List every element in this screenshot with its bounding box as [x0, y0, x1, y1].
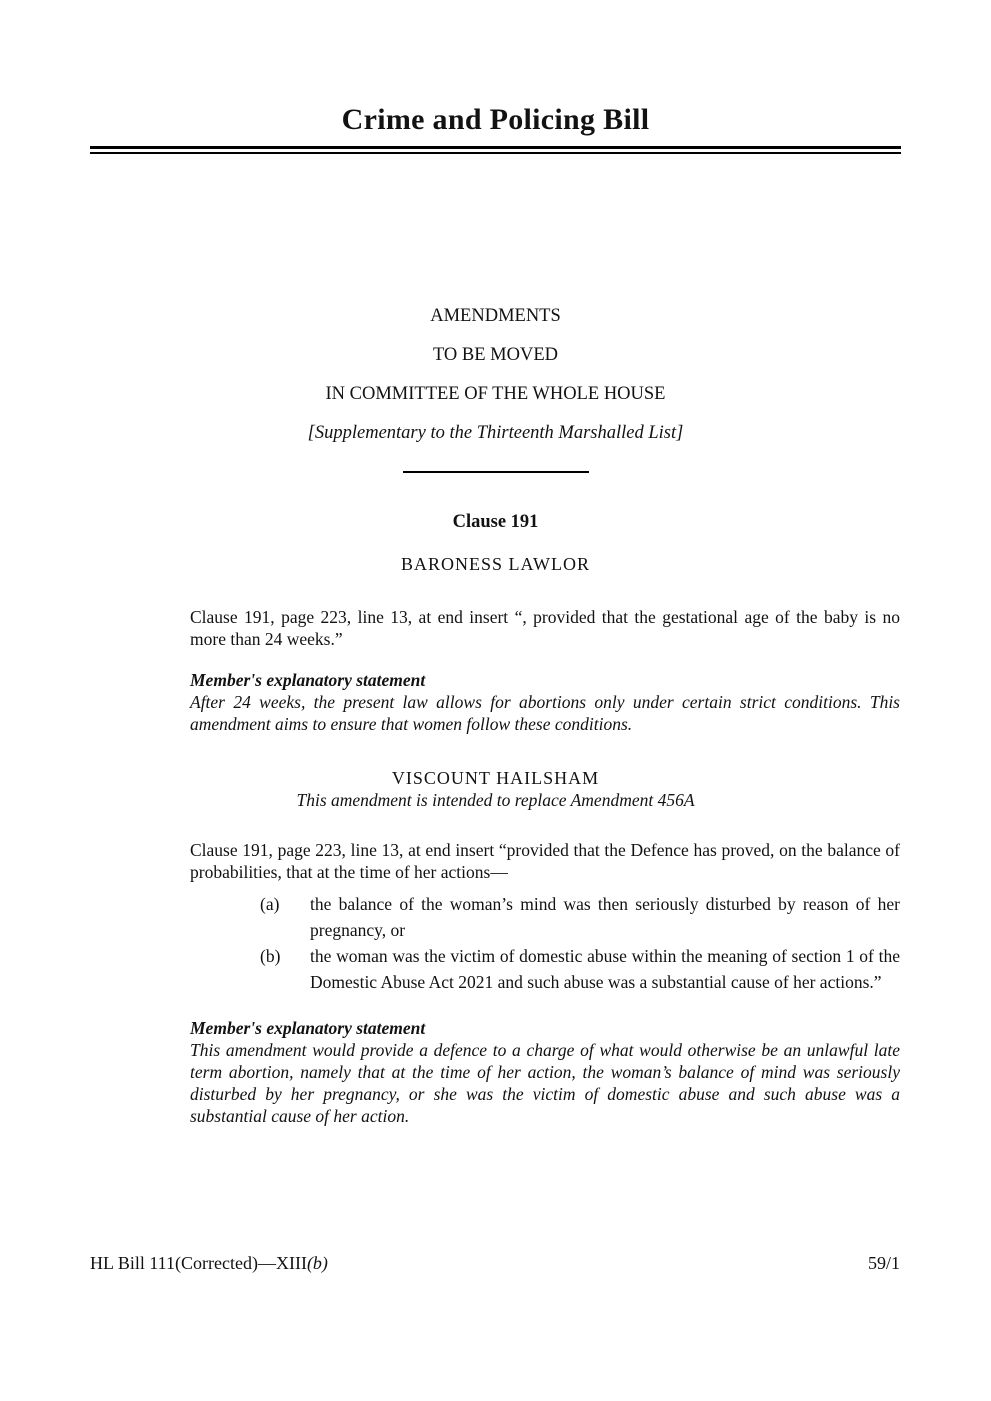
amendment-2-explanatory-text: This amendment would provide a defence to a charge of what would otherwise be an unlawful late term abortion, namely that at the time of her action, the woman’s balance of mind was seriously disturbed by her pregnancy, or she was the victim of domestic abuse and such abuse was a substantial cause of her action.: [190, 1040, 900, 1126]
amendment-1-text: Clause 191, page 223, line 13, at end insert “, provided that the gestational age of the baby is no more than 24 weeks.”: [190, 607, 900, 649]
amendment-2-subparagraphs: [0, 891, 991, 995]
footer-amendment-number: 59/1: [867, 1253, 900, 1273]
document-headings: [0, 306, 991, 444]
amendment-2-text: Clause 191, page 223, line 13, at end insert “provided that the Defence has proved, on the balance of probabilities, that at the time of her actions—: [190, 840, 900, 882]
subparagraph-a-marker: (a): [260, 894, 280, 914]
amendment-2-mover: VISCOUNT HAILSHAM: [391, 768, 600, 788]
section-divider-rule: [403, 471, 589, 473]
subparagraph-b-text: the woman was the victim of domestic abuse within the meaning of section 1 of the Domestic Abuse Act 2021 and such abuse was a substantial cause of her actions.”: [310, 946, 900, 992]
footer-bill-reference: [90, 1253, 328, 1274]
heading-to-be-moved: TO BE MOVED: [432, 345, 559, 365]
title-rule: [90, 146, 901, 154]
subparagraph-b: [260, 943, 900, 995]
footer-bill-reference-suffix: (b): [306, 1253, 328, 1273]
amendment-1-explanatory-label: Member's explanatory statement: [190, 670, 426, 690]
amendment-2-explanatory-label: Member's explanatory statement: [190, 1018, 426, 1038]
page-footer: [90, 1253, 900, 1274]
subparagraph-a-text: the balance of the woman’s mind was then seriously disturbed by reason of her pregnancy, or: [310, 894, 900, 940]
clause-heading: Clause 191: [452, 512, 539, 532]
heading-committee: IN COMMITTEE OF THE WHOLE HOUSE: [325, 384, 666, 404]
heading-amendments: AMENDMENTS: [430, 306, 561, 326]
page-title: Crime and Policing Bill: [341, 103, 650, 136]
subparagraph-b-marker: (b): [260, 946, 281, 966]
amendment-1-mover: BARONESS LAWLOR: [400, 554, 591, 574]
footer-bill-reference-main: HL Bill 111(Corrected)—XIII: [90, 1253, 307, 1273]
amendment-2-replace-note: This amendment is intended to replace Amendment 456A: [296, 790, 695, 810]
heading-supplementary-note: [Supplementary to the Thirteenth Marshalled List]: [307, 423, 684, 443]
subparagraph-a: [260, 891, 900, 943]
amendment-1-explanatory-text: After 24 weeks, the present law allows for abortions only under certain strict conditions. This amendment aims to ensure that women follow these conditions.: [190, 692, 900, 734]
